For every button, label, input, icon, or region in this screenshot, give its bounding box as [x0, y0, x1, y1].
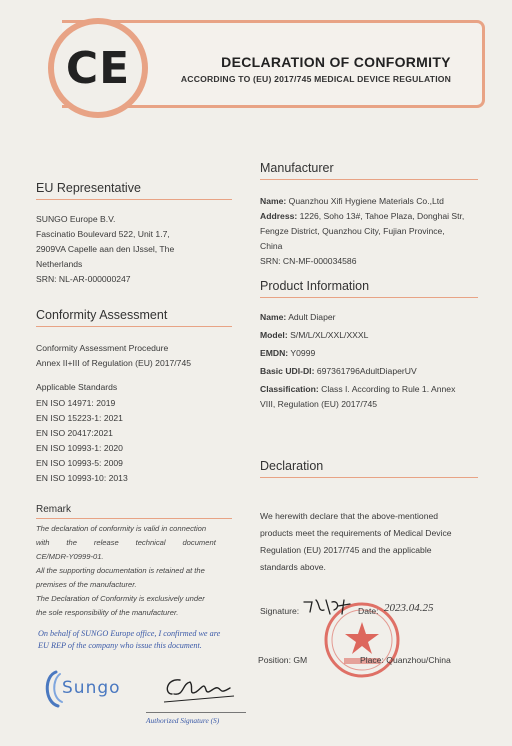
ce-logo-circle — [48, 18, 148, 118]
product-model-value: S/M/L/XL/XXL/XXXL — [290, 330, 369, 340]
authorized-signature-caption: Authorized Signature (S) — [146, 712, 246, 727]
remark-line: The Declaration of Conformity is exclusively under — [36, 594, 205, 603]
remark-heading: Remark — [36, 504, 232, 519]
procedure-value: Annex II+III of Regulation (EU) 2017/745 — [36, 358, 192, 368]
remark-block — [36, 522, 242, 620]
product-udi-label: Basic UDI-DI: — [260, 366, 315, 376]
remark-line: All the supporting documentation is retained at the — [36, 566, 205, 575]
sungo-logo-text: Sungo — [62, 678, 121, 698]
declaration-line: We herewith declare that the above-mentioned — [260, 511, 439, 521]
eu-rep-line: Netherlands — [36, 259, 83, 269]
product-heading: Product Information — [260, 279, 478, 298]
product-model-label: Model: — [260, 330, 288, 340]
date-label: Date: — [358, 606, 379, 616]
manufacturer-address-label: Address: — [260, 211, 298, 221]
product-class-line: Class I. According to Rule 1. Annex — [321, 384, 456, 394]
manufacturer-address-line: Fengze District, Quanzhou City, Fujian Province, — [260, 226, 445, 236]
declaration-line: products meet the requirements of Medical Device — [260, 528, 452, 538]
remark-line: the sole responsibility of the manufacturer. — [36, 608, 179, 617]
sungo-signature-icon — [160, 672, 240, 706]
standard-item: EN ISO 14971: 2019 — [36, 398, 116, 408]
conformity-heading: Conformity Assessment — [36, 308, 232, 327]
manufacturer-signature-icon — [300, 596, 354, 618]
procedure-label: Conformity Assessment Procedure — [36, 343, 169, 353]
manufacturer-heading: Manufacturer — [260, 161, 478, 180]
manufacturer-srn: SRN: CN-MF-000034586 — [260, 256, 357, 266]
eu-rep-line: SUNGO Europe B.V. — [36, 214, 116, 224]
standard-item: EN ISO 10993-5: 2009 — [36, 458, 123, 468]
eu-rep-line: Fascinatio Boulevard 522, Unit 1.7, — [36, 229, 170, 239]
position-field: Position: GM — [258, 655, 308, 665]
eu-rep-line: 2909VA Capelle aan den IJssel, The — [36, 244, 175, 254]
product-udi-value: 697361796AdultDiaperUV — [316, 366, 417, 376]
remark-line: The declaration of conformity is valid in connection — [36, 524, 207, 533]
product-name-label: Name: — [260, 312, 287, 322]
product-name-value: Adult Diaper — [288, 312, 336, 322]
declaration-line: Regulation (EU) 2017/745 and the applicable — [260, 545, 432, 555]
standard-item: EN ISO 15223-1: 2021 — [36, 413, 123, 423]
remark-line: with the release technical document — [36, 538, 216, 547]
manufacturer-name-value: Quanzhou Xifi Hygiene Materials Co.,Ltd — [288, 196, 444, 206]
eu-rep-heading: EU Representative — [36, 181, 232, 200]
sungo-note-line: EU REP of the company who issue this document. — [38, 641, 202, 650]
ce-mark-icon: CE — [65, 42, 131, 94]
product-class-line: VIII, Regulation (EU) 2017/745 — [260, 399, 378, 409]
place-field: Place: Quanzhou/China — [360, 655, 451, 665]
signature-label: Signature: — [260, 606, 300, 616]
product-block — [260, 310, 492, 412]
declaration-heading: Declaration — [260, 459, 478, 478]
declaration-line: standards above. — [260, 562, 326, 572]
eu-rep-block — [36, 212, 236, 287]
product-emdn-label: EMDN: — [260, 348, 289, 358]
document-subtitle: ACCORDING TO (EU) 2017/745 MEDICAL DEVICE REGULATION — [180, 74, 452, 84]
product-class-label: Classification: — [260, 384, 319, 394]
product-emdn-value: Y0999 — [290, 348, 316, 358]
remark-line: premises of the manufacturer. — [36, 580, 137, 589]
standard-item: EN ISO 10993-1: 2020 — [36, 443, 123, 453]
manufacturer-block — [260, 194, 492, 269]
remark-line: CE/MDR-Y0999-01. — [36, 552, 104, 561]
declaration-statement — [260, 508, 492, 576]
manufacturer-address-line: 1226, Soho 13#, Tahoe Plaza, Donghai Str, — [299, 211, 465, 221]
standards-label: Applicable Standards — [36, 382, 118, 392]
standard-item: EN ISO 10993-10: 2013 — [36, 473, 128, 483]
sungo-confirmation-note — [38, 628, 248, 652]
manufacturer-name-label: Name: — [260, 196, 287, 206]
standard-item: EN ISO 20417:2021 — [36, 428, 113, 438]
manufacturer-address-line: China — [260, 241, 283, 251]
standards-list — [36, 396, 128, 486]
document-title: DECLARATION OF CONFORMITY — [221, 54, 451, 70]
eu-rep-srn: SRN: NL-AR-000000247 — [36, 274, 131, 284]
date-value: 2023.04.25 — [384, 602, 434, 614]
sungo-note-line: On behalf of SUNGO Europe office, I confirmed we are — [38, 629, 221, 638]
